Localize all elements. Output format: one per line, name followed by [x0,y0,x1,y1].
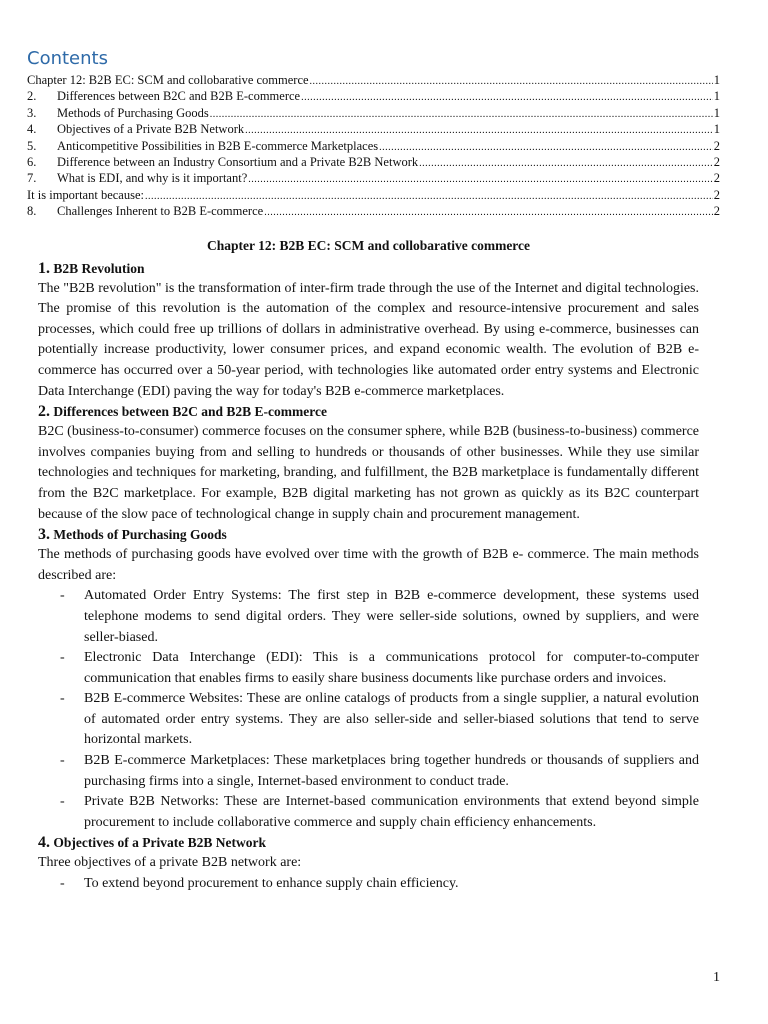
section-paragraph: B2C (business-to-consumer) commerce focuses on the consumer sphere, while B2B (business-to-business) commerce involves companies buying from and selling to hundreds or thousands of other businesses. While they use similar technologies and techniques for marketing, branding, and fulfillment, the B2B marketplace is fundamentally different from the B2C marketplace. For example, B2B digital marketing has not grown as quickly as its B2C counterpart because of the slow pace of technological change in supply chain and procurement management. [38,424,699,522]
toc-entry-page: 2 [713,171,720,186]
section-number: 2. [38,403,50,421]
list-item [38,751,699,792]
section-paragraph: The "B2B revolution" is the transformation of inter-firm trade through the use of the Internet and digital technologies. The promise of this revolution is the automation of the complex and resource-intensive procurement and sales processes, which could free up trillions of dollars in administrative overhead. By using e-commerce, businesses can potentially increase productivity, lower consumer prices, and expand economic wealth. The evolution of B2B e-commerce has occurred over a 50-year period, with technologies like automated order entry systems and Electronic Data Interchange (EDI) paving the way for today's B2B e-commerce marketplaces. [38,280,699,399]
section-heading [38,259,699,279]
toc-entry-page: 1 [713,89,720,104]
toc-entry[interactable] [27,105,720,121]
list-item-text: Automated Order Entry Systems: The first step in B2B e-commerce development, these systems used telephone modems to send digital orders. They were seller-side solutions, owned by suppliers, and were seller-biased. [84,588,699,645]
toc-entry[interactable] [27,88,720,104]
page-number: 1 [713,970,720,985]
list-item-text: To extend beyond procurement to enhance supply chain efficiency. [84,876,459,892]
section-heading [38,525,699,545]
list-item [38,586,699,648]
section-title: Objectives of a Private B2B Network [53,835,266,851]
toc-entry-page: 1 [713,105,720,120]
section-title: B2B Revolution [53,260,145,276]
section-paragraph: The methods of purchasing goods have evolved over time with the growth of B2B e- commerce. The main methods described are: [38,547,699,583]
toc-entry[interactable] [27,154,720,170]
toc-entry-page: 1 [713,122,720,137]
list-item [38,792,699,833]
section-paragraph: Three objectives of a private B2B network are: [38,855,302,871]
toc-entry[interactable] [27,121,720,137]
toc-entry-number: 6. [27,154,37,169]
list-item [38,689,699,751]
toc-entry-number: 7. [27,171,37,186]
toc-entry-page: 2 [713,154,720,169]
toc-entry-label: Methods of Purchasing Goods [57,105,209,120]
toc-entry-number: 5. [27,138,37,153]
dash-bullet-icon: - [60,794,65,810]
dash-bullet-icon: - [60,876,65,892]
dash-bullet-icon: - [60,753,65,769]
toc-entry-page: 2 [713,204,720,219]
list-item [38,648,699,689]
list-item-text: B2B E-commerce Marketplaces: These marketplaces bring together hundreds or thousands of suppliers and purchasing firms into a single, Internet-based environment to conduct trade. [84,753,699,789]
section-number: 3. [38,526,50,544]
toc-entry[interactable] [27,203,720,219]
toc-entry[interactable] [27,170,720,186]
dash-bullet-icon: - [60,650,65,666]
toc-entry-label: Difference between an Industry Consortium and a Private B2B Network [57,154,419,169]
section-title: Methods of Purchasing Goods [53,527,227,543]
chapter-title: Chapter 12: B2B EC: SCM and collobarative commerce [206,238,531,253]
toc-leader-dots [264,203,713,221]
toc-entry[interactable] [27,72,720,88]
toc-entry-number: 4. [27,122,37,137]
section-title: Differences between B2C and B2B E-commerce [53,404,327,420]
toc-entry-label: Differences between B2C and B2B E-commerce [57,89,301,104]
list-item-text: Private B2B Networks: These are Internet-based communication environments that extend beyond simple procurement to include collaborative commerce and supply chain efficiency enhancements. [84,794,699,830]
toc-entry-label: What is EDI, and why is it important? [57,171,248,186]
toc-entry-label: Anticompetitive Possibilities in B2B E-commerce Marketplaces [57,138,379,153]
section-number: 1. [38,259,50,277]
toc-entry[interactable] [27,138,720,154]
bullet-list [38,586,699,833]
toc-entry[interactable] [27,187,720,203]
toc-entry-label: Objectives of a Private B2B Network [57,122,245,137]
section-number: 4. [38,834,50,852]
document-body [38,236,699,895]
dash-bullet-icon: - [60,588,65,604]
toc-entry-page: 1 [713,73,720,87]
toc-entry-label: It is important because: [27,187,144,202]
list-item-text: Electronic Data Interchange (EDI): This is a communications protocol for computer-to-computer communication that enables firms to easily share business documents like purchase orders and invoices. [84,650,699,686]
section-heading [38,402,699,422]
toc-entry-number: 8. [27,204,37,219]
section-heading [38,833,699,853]
toc-entry-label: Chapter 12: B2B EC: SCM and collobarative commerce [27,73,309,87]
toc-entry-number: 3. [27,105,37,120]
list-item-text: B2B E-commerce Websites: These are online catalogs of products from a single supplier, a natural evolution of automated order entry systems. They are also seller-side and seller-biased solutions that tend to serve horizontal markets. [84,691,699,748]
toc-entry-page: 2 [713,138,720,153]
toc-entry-number: 2. [27,89,37,104]
toc-entry-page: 2 [713,187,720,202]
dash-bullet-icon: - [60,691,65,707]
list-item [38,874,699,895]
toc-title: Contents [27,48,108,69]
bullet-list [38,874,699,895]
table-of-contents [27,72,720,220]
toc-entry-label: Challenges Inherent to B2B E-commerce [57,204,264,219]
